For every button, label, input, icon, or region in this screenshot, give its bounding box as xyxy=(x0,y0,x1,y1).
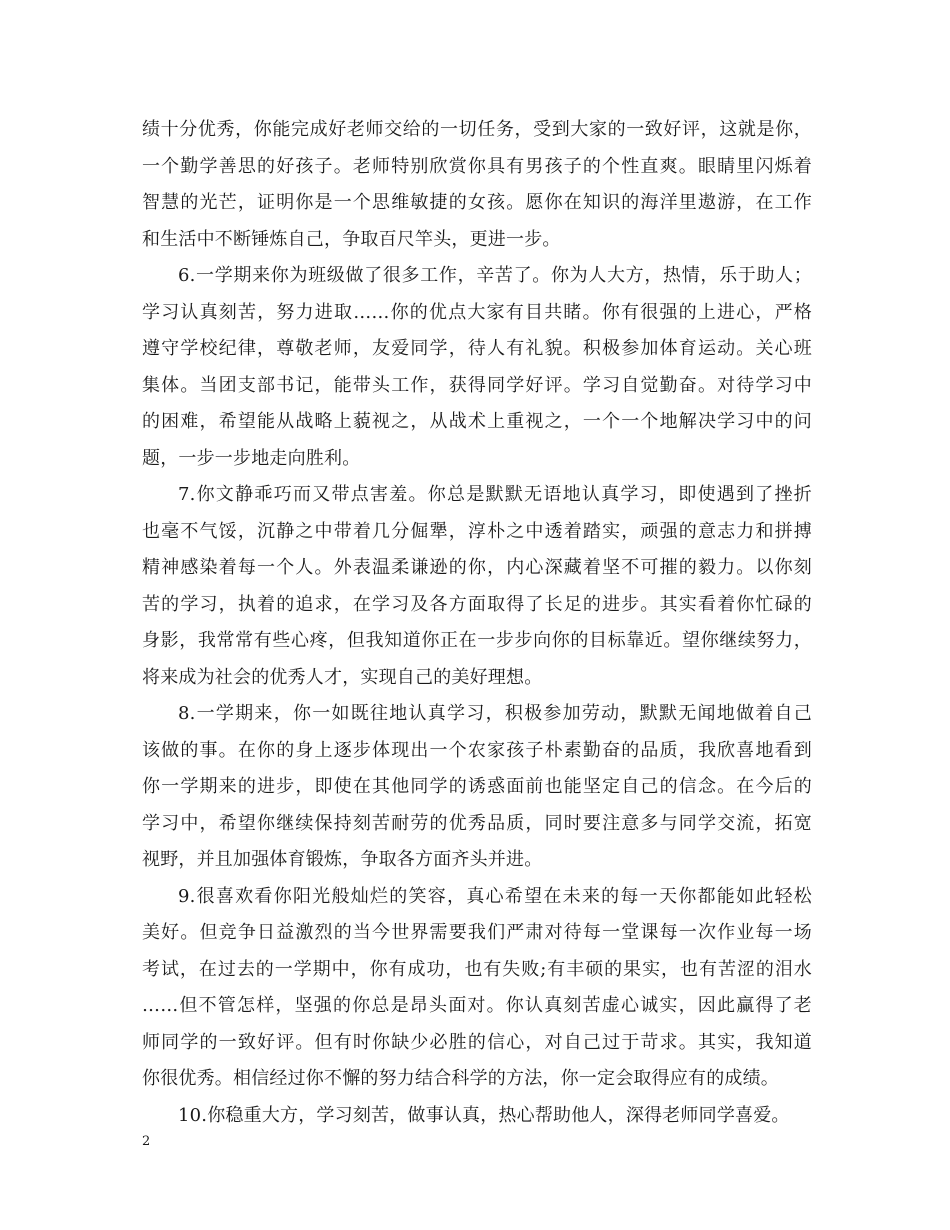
paragraph-10-start: 10.你稳重大方，学习刻苦，做事认真，热心帮助他人，深得老师同学喜爱。 xyxy=(178,1104,790,1126)
text-line: 一个勤学善思的好孩子。老师特别欣赏你具有男孩子的个性直爽。眼睛里闪烁着 xyxy=(142,155,812,177)
page-number: 2 xyxy=(142,1134,151,1149)
text-line: ……但不管怎样，坚强的你总是昂头面对。你认真刻苦虚心诚实，因此赢得了老 xyxy=(142,995,812,1016)
text-line: 身影，我常常有些心疼，但我知道你正在一步步向你的目标靠近。望你继续努力， xyxy=(142,630,812,651)
text-line: 和生活中不断锤炼自己，争取百尺竿头，更进一步。 xyxy=(142,228,561,250)
text-line: 遵守学校纪律，尊敬老师，友爱同学，待人有礼貌。积极参加体育运动。关心班 xyxy=(142,338,812,359)
text-line: 学习中，希望你继续保持刻苦耐劳的优秀品质，同时要注意多与同学交流，拓宽 xyxy=(142,812,812,834)
text-line: 视野，并且加强体育锻炼，争取各方面齐头并进。 xyxy=(142,849,543,870)
text-line: 美好。但竞争日益激烈的当今世界需要我们严肃对待每一堂课每一次作业每一场 xyxy=(142,922,812,943)
body-text xyxy=(142,112,812,1134)
paragraph-6-start: 6.一学期来你为班级做了很多工作，辛苦了。你为人大方，热情，乐于助人； xyxy=(178,265,812,286)
text-line: 苦的学习，执着的追求，在学习及各方面取得了长足的进步。其实看着你忙碌的 xyxy=(142,593,812,615)
text-line: 的困难，希望能从战略上藐视之，从战术上重视之，一个一个地解决学习中的问 xyxy=(142,411,812,432)
text-line: 也毫不气馁，沉静之中带着几分倔犟，淳朴之中透着踏实，顽强的意志力和拼搏 xyxy=(142,520,812,542)
text-line: 该做的事。在你的身上逐步体现出一个农家孩子朴素勤奋的品质，我欣喜地看到 xyxy=(142,739,812,761)
text-line: 绩十分优秀，你能完成好老师交给的一切任务，受到大家的一致好评，这就是你， xyxy=(142,119,812,140)
text-line: 学习认真刻苦，努力进取……你的优点大家有目共睹。你有很强的上进心，严格 xyxy=(142,301,812,323)
text-line: 精神感染着每一个人。外表温柔谦逊的你，内心深藏着坚不可摧的毅力。以你刻 xyxy=(142,557,812,578)
paragraph-8-start: 8.一学期来，你一如既往地认真学习，积极参加劳动，默默无闻地做着自己 xyxy=(178,703,812,724)
text-line: 集体。当团支部书记，能带头工作，获得同学好评。学习自觉勤奋。对待学习中 xyxy=(142,374,812,396)
text-line: 师同学的一致好评。但有时你缺少必胜的信心，对自己过于苛求。其实，我知道 xyxy=(142,1031,812,1053)
paragraph-9-start: 9.很喜欢看你阳光般灿烂的笑容，真心希望在未来的每一天你都能如此轻松 xyxy=(178,885,812,907)
text-line: 你一学期来的进步，即使在其他同学的诱惑面前也能坚定自己的信念。在今后的 xyxy=(142,776,812,797)
paragraph-7-start: 7.你文静乖巧而又带点害羞。你总是默默无语地认真学习，即使遇到了挫折 xyxy=(178,484,812,505)
text-line: 智慧的光芒，证明你是一个思维敏捷的女孩。愿你在知识的海洋里遨游，在工作 xyxy=(142,192,812,213)
text-line: 你很优秀。相信经过你不懈的努力结合科学的方法，你一定会取得应有的成绩。 xyxy=(142,1068,779,1089)
text-line: 考试，在过去的一学期中，你有成功，也有失败;有丰硕的果实，也有苦涩的泪水 xyxy=(142,958,812,980)
text-line: 将来成为社会的优秀人才，实现自己的美好理想。 xyxy=(142,666,543,688)
text-line: 题，一步一步地走向胜利。 xyxy=(142,447,361,469)
